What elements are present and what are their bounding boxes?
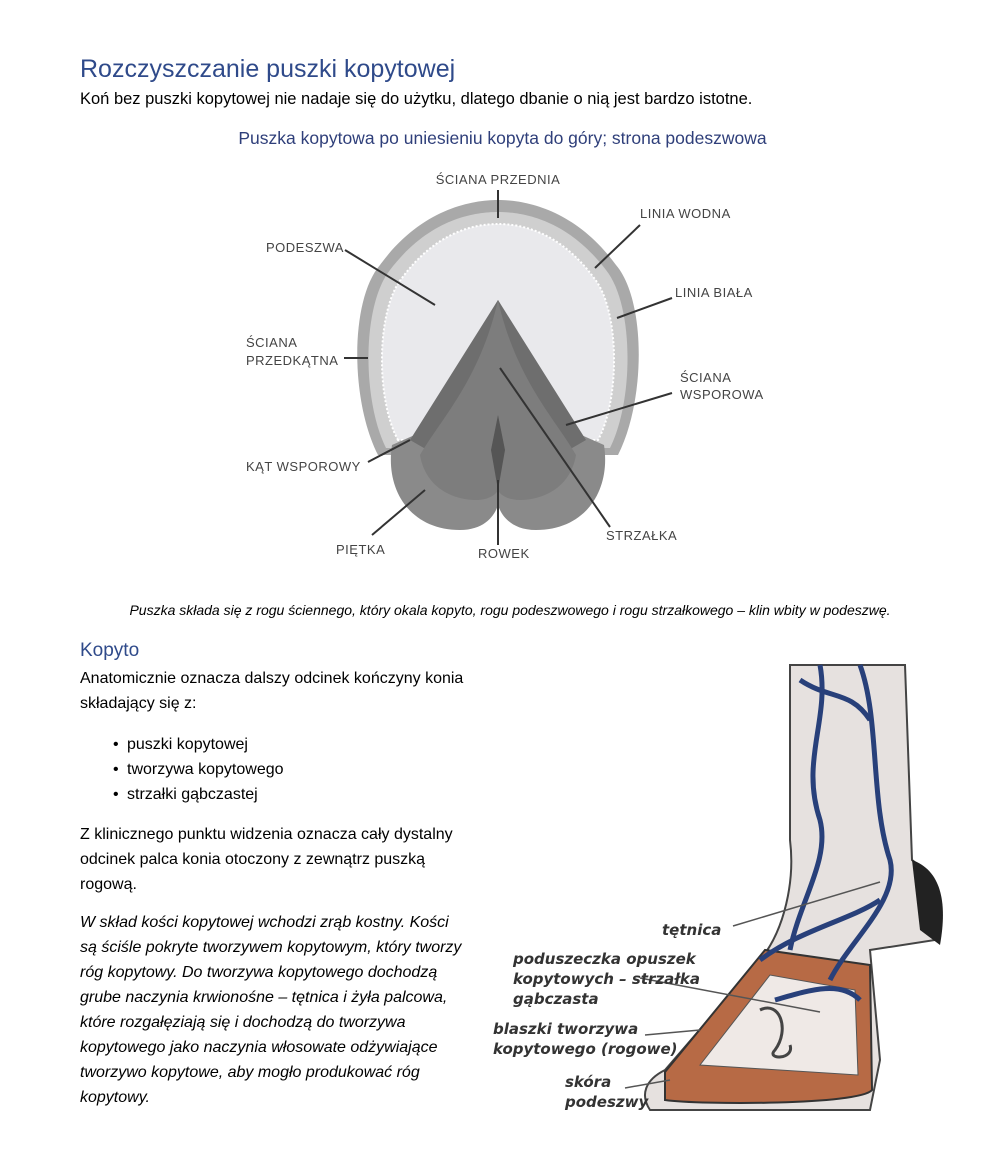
section-heading: Kopyto	[80, 640, 140, 661]
figure-caption: Puszka składa się z rogu ściennego, który okala kopyto, rogu podeszwowego i rogu strzałkowego – klin wbity w podeszwę.	[129, 602, 891, 618]
label-sciana-wsporowa-2: WSPOROWA	[680, 387, 764, 402]
lead-paragraph: Koń bez puszki kopytowej nie nadaje się do użytku, dlatego dbanie o nią jest bardzo istotne.	[80, 90, 753, 108]
list-item: • puszki kopytowej	[80, 732, 470, 757]
label-kat-wsporowy: KĄT WSPOROWY	[246, 459, 361, 474]
label-linia-wodna: LINIA WODNA	[640, 206, 731, 221]
section-intro: Anatomicznie oznacza dalszy odcinek kończyny konia składający się z:	[80, 670, 464, 712]
component-list	[80, 732, 470, 807]
label-blaszki-2: kopytowego (rogowe)	[493, 1040, 678, 1058]
label-poduszeczka-3: gąbczasta	[513, 990, 599, 1008]
bone-paragraph: W skład kości kopytowej wchodzi zrąb kostny. Kości są ściśle pokryte tworzywem kopytowym, który tworzy róg kopytowy. Do tworzywa kopytowego dochodzą grube naczynia krwionośne – tętnica i żyła palcowa, które rozgałęziają się i dochodzą do tworzywa kopytowego jako naczynia włosowate odżywiające tworzywo kopytowe, aby mogło produkować róg kopytowy.	[80, 914, 462, 1106]
label-sciana-przednia: ŚCIANA PRZEDNIA	[435, 172, 561, 187]
label-sciana-przedkatna-2: PRZEDKĄTNA	[246, 353, 339, 368]
page-title: Rozczyszczanie puszki kopytowej	[80, 55, 456, 83]
clinical-paragraph: Z klinicznego punktu widzenia oznacza cały dystalny odcinek palca konia otoczony z zewnątrz puszką rogową.	[80, 826, 453, 893]
label-skora: skóra	[565, 1073, 612, 1091]
label-poduszeczka-2: kopytowych – strzałka	[513, 970, 700, 988]
label-linia-biala: LINIA BIAŁA	[675, 285, 753, 300]
list-item: • strzałki gąbczastej	[80, 782, 470, 807]
list-item: • tworzywa kopytowego	[80, 757, 470, 782]
label-strzalka: STRZAŁKA	[606, 528, 678, 543]
label-poduszeczka: poduszeczka opuszek	[513, 950, 696, 968]
label-pietka: PIĘTKA	[336, 542, 386, 557]
label-rowek: ROWEK	[478, 546, 530, 561]
label-blaszki: blaszki tworzywa	[493, 1020, 639, 1038]
hoof-leg-illustration	[480, 660, 960, 1120]
label-tetnica: tętnica	[662, 921, 722, 939]
label-sciana-przedkatna: ŚCIANA	[246, 335, 298, 350]
hoof-diagram	[0, 160, 1005, 580]
label-skora-2: podeszwy	[565, 1093, 649, 1111]
label-sciana-wsporowa: ŚCIANA	[680, 370, 732, 385]
diagram-caption: Puszka kopytowa po uniesieniu kopyta do góry; strona podeszwowa	[238, 128, 767, 148]
label-podeszwa: PODESZWA	[266, 240, 344, 255]
